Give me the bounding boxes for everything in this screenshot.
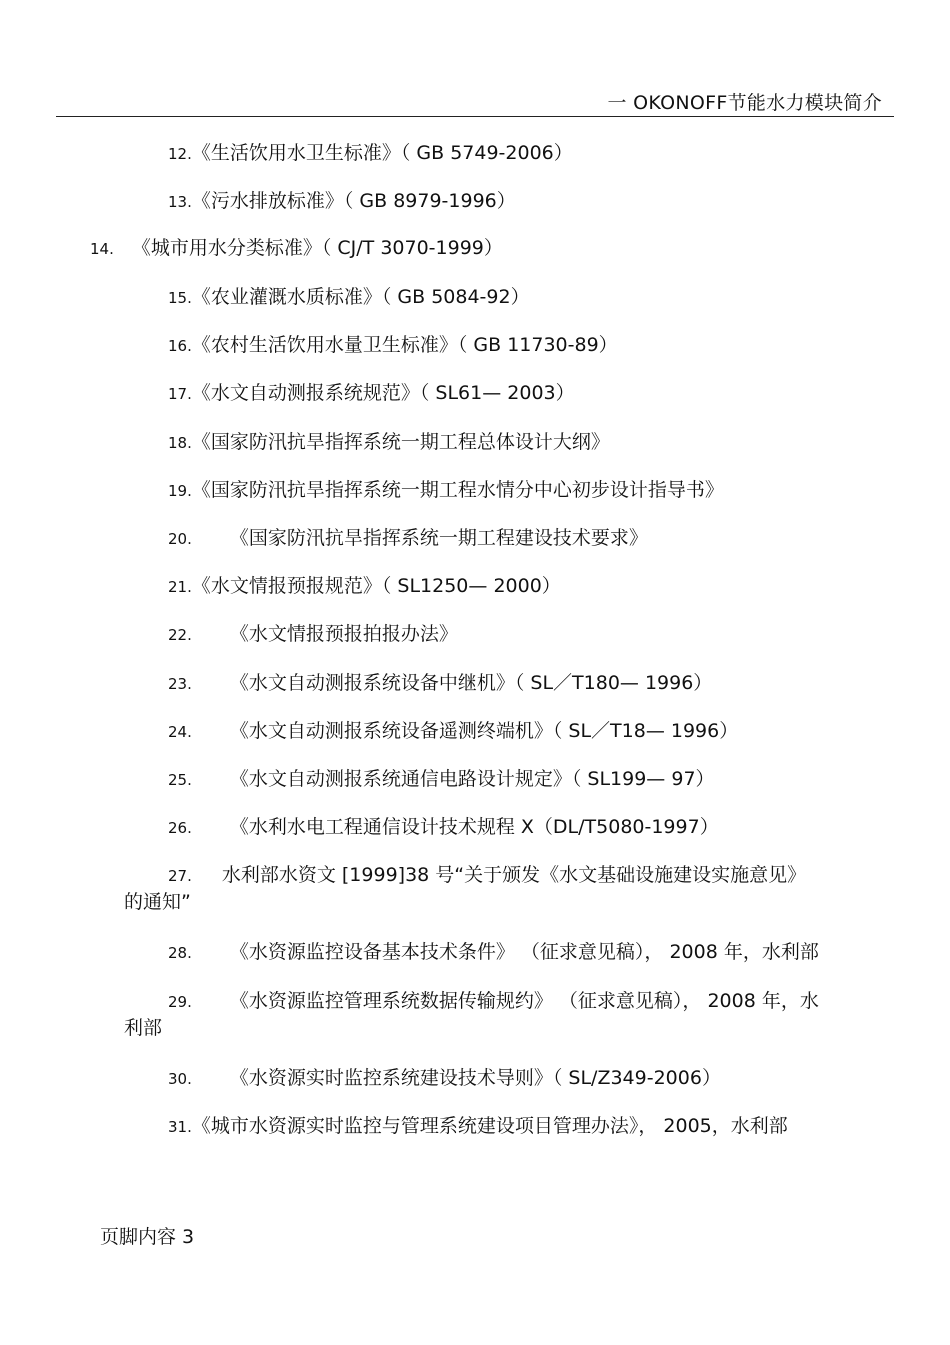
reference-item: 13.《污水排放标准》（ GB 8979-1996）	[168, 190, 516, 212]
reference-item: 21.《水文情报预报规范》（ SL1250— 2000）	[168, 575, 561, 597]
reference-item: 19.《国家防汛抗旱指挥系统一期工程水情分中心初步设计指导书》	[168, 479, 724, 501]
header-rule	[56, 116, 894, 117]
reference-item: 23. 《水文自动测报系统设备中继机》（ SL／T180— 1996）	[168, 672, 713, 694]
reference-item: 29. 《水资源监控管理系统数据传输规约》 （征求意见稿）， 2008 年，水	[168, 990, 819, 1012]
reference-item: 16.《农村生活饮用水量卫生标准》（ GB 11730-89）	[168, 334, 618, 356]
page-footer: 页脚内容 3	[100, 1226, 195, 1248]
reference-item: 12.《生活饮用水卫生标准》（ GB 5749-2006）	[168, 142, 573, 164]
reference-item: 26. 《水利水电工程通信设计技术规程 X（DL/T5080-1997）	[168, 816, 719, 838]
reference-item: 22. 《水文情报预报拍报办法》	[168, 623, 458, 645]
reference-item: 24. 《水文自动测报系统设备遥测终端机》（ SL／T18— 1996）	[168, 720, 739, 742]
reference-item: 28. 《水资源监控设备基本技术条件》 （征求意见稿）， 2008 年，水利部	[168, 941, 819, 963]
reference-item: 17.《水文自动测报系统规范》（ SL61— 2003）	[168, 382, 575, 404]
reference-item: 15.《农业灌溉水质标准》（ GB 5084-92）	[168, 286, 530, 308]
reference-item: 14. 《城市用水分类标准》（ CJ/T 3070-1999）	[90, 237, 503, 259]
reference-continuation: 的通知”	[124, 891, 191, 913]
reference-item: 31.《城市水资源实时监控与管理系统建设项目管理办法》， 2005，水利部	[168, 1115, 788, 1137]
reference-item: 20. 《国家防汛抗旱指挥系统一期工程建设技术要求》	[168, 527, 648, 549]
header-title: 一 OKONOFF节能水力模块简介	[607, 92, 882, 114]
reference-item: 30. 《水资源实时监控系统建设技术导则》（ SL/Z349-2006）	[168, 1067, 721, 1089]
reference-item: 27. 水利部水资文 [1999]38 号“关于颁发《水文基础设施建设实施意见》	[168, 864, 807, 886]
reference-item: 18.《国家防汛抗旱指挥系统一期工程总体设计大纲》	[168, 431, 610, 453]
reference-continuation: 利部	[124, 1017, 163, 1039]
reference-item: 25. 《水文自动测报系统通信电路设计规定》（ SL199— 97）	[168, 768, 715, 790]
